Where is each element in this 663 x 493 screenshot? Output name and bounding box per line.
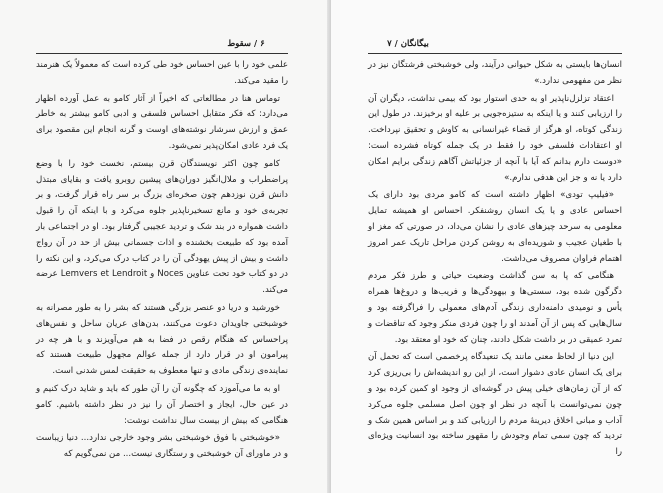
right-page-header: بیگانگان / ۷ [387,39,429,49]
right-header-rule [368,53,622,54]
paragraph: «فیلیپ تودی» اظهار داشته است که کامو مردی بود دارای یک احساس عادی و یا یک انسان روشنفکر. احساس او همیشه تمایل معلومی به سرحد چیزهای عادی را نشان می‌داد، در صورتی که مغز او با طغیان عجیب و شوریده‌ای به روشن کردن مراحل تاریک عمر امروز اهتمام فراوان مصروف می‌داشت. [368,190,622,264]
left-page [0,0,331,493]
paragraph: توماس هنا در مطالعاتی که اخیراً از آثار کامو به عمل آورده اظهار می‌دارد: که فکر متقابل احساس فلسفی و ادبی کامو بیشتر به خاطر عمق و ارزش سرشار نوشته‌های اوست و گرنه انجام این مقصود برای یک فرد عادی امکان‌پذیر نمی‌شود. [36,93,288,151]
paragraph: علمی خود را با عین احساس خود طی کرده است که معمولاً یک هنرمند را مقید می‌کند. [36,60,288,86]
paragraph: اعتقاد تزلزل‌ناپذیر او به حدی استوار بود که بیمی نداشت، دیگران آن را ارزیابی کنند و یا اینکه به ستیزه‌جویی بر علیه او برخیزند. در طول این زندگی کوتاه، او هرگز از قضاء غیرانسانی به کاوش و تحقیق نپرداخت. او اعتقادات فلسفی خود را فقط در یک جمله کوتاه فشرده است: «دوست دارم بدانم که آیا با آنچه از جزئیاتش آگاهم زندگی برایم امکان دارد یا نه و جز این هدفی ندارم.» [368,93,622,183]
left-page-header: ۶ / سقوط [227,39,265,49]
paragraph: خورشید و دریا دو عنصر بزرگی هستند که بشر را به طور مصرانه به خوشبختی جاویدان دعوت می‌کنند، بدن‌های عریان ساحل و نفس‌های پراحساس که هنگام رقص در فضا به هم می‌آویزند و با هر چه در پیرامون او در قرار دارد از جمله عوالم مجهول طبیعت هستند که نماینده‌ی زندگی مادی و تنها معطوف به حقیقت لمس شدنی است. [36,302,288,377]
paragraph: هنگامی که پا به سن گذاشت وضعیت حیاتی و طرز فکر مردم دگرگون شده بود، سستی‌ها و بیهودگی‌ها و فریب‌ها و دروغ‌ها همراه یأس و نومیدی دامنه‌داری زندگی آدم‌های معمولی را فراگرفته بود و سال‌هایی که پس از آن آمدند او را چون فردی منکر وجود که تناقضات و تمرد عمیقی در بر داشت شکل دادند، چنان که خود او معتقد بود. [368,271,622,345]
left-page-body [36,58,288,465]
paragraph: «خوشبختی با فوق خوشبختی بشر وجود خارجی ندارد... دنیا زیباست و در ماورای آن خوشبختی و رستگاری نیست... من نمی‌گویم که [36,433,288,460]
paragraph: این دنیا از لحاظ معنی مانند یک تنعیدگاه پرخصمی است که تحمل آن برای یک انسان عادی دشوار است، از این رو اندیشه‌اش را بی‌ریزی کرد که از آن زمان‌های خیلی پیش در گوشه‌ای از وجود او کمین کرده بود و چون نمی‌توانست با آنچه در نظر او چون اصل مسلمی جلوه می‌کرد آداب و مبانی اخلاق دیرینهٔ مردم را ارزیابی کند و بر اساس همین شک و تردید که چون سمی تمام وجودش را مقهور ساخته بود انسانیت ویژه‌ای را [368,352,622,458]
right-page [331,0,663,493]
paragraph: انسان‌ها بایستی به شکل حیوانی درآیند، ولی خوشبختی فرشتگان نیز در نظر من مفهومی ندارد.» [368,60,622,86]
left-header-rule [36,53,288,54]
paragraph: کامو چون اکثر نویسندگان قرن بیستم، نخست خود را با وضع پراضطراب و ملال‌انگیز دوران‌های پیشین روبرو یافت و بقایای مبتذل دانش قرن نوزدهم چون صخره‌ای بزرگ بر سر راه قرار گرفت، و بر تجربه‌ی خود و مانع تسخیرناپذیر جلوه می‌کرد و با اینکه آن را قبول داشت همواره در بند شک و تردید عجیبی گرفتار بود. او در اجتماعی بار آمده بود که طبیعت بخشنده و اذات جسمانی بیش از حد در آن رواج داشت و بیش از پیش یهودگی آن را در کتاب درک می‌کرد، و این نکته را در دو کتاب خود تحت عناوین Noces و Lemvers et Lendroit عرضه می‌کند. [36,158,288,296]
right-page-body [368,58,622,463]
paragraph: او به ما می‌آموزد که چگونه آن را آن طور که باید و شاید درک کنیم و در عین حال، ایجاز و اختصار آن را نیز در نظر داشته باشیم. کامو هنگامی که بیش از بیست سال نداشت نوشت: [36,383,288,426]
